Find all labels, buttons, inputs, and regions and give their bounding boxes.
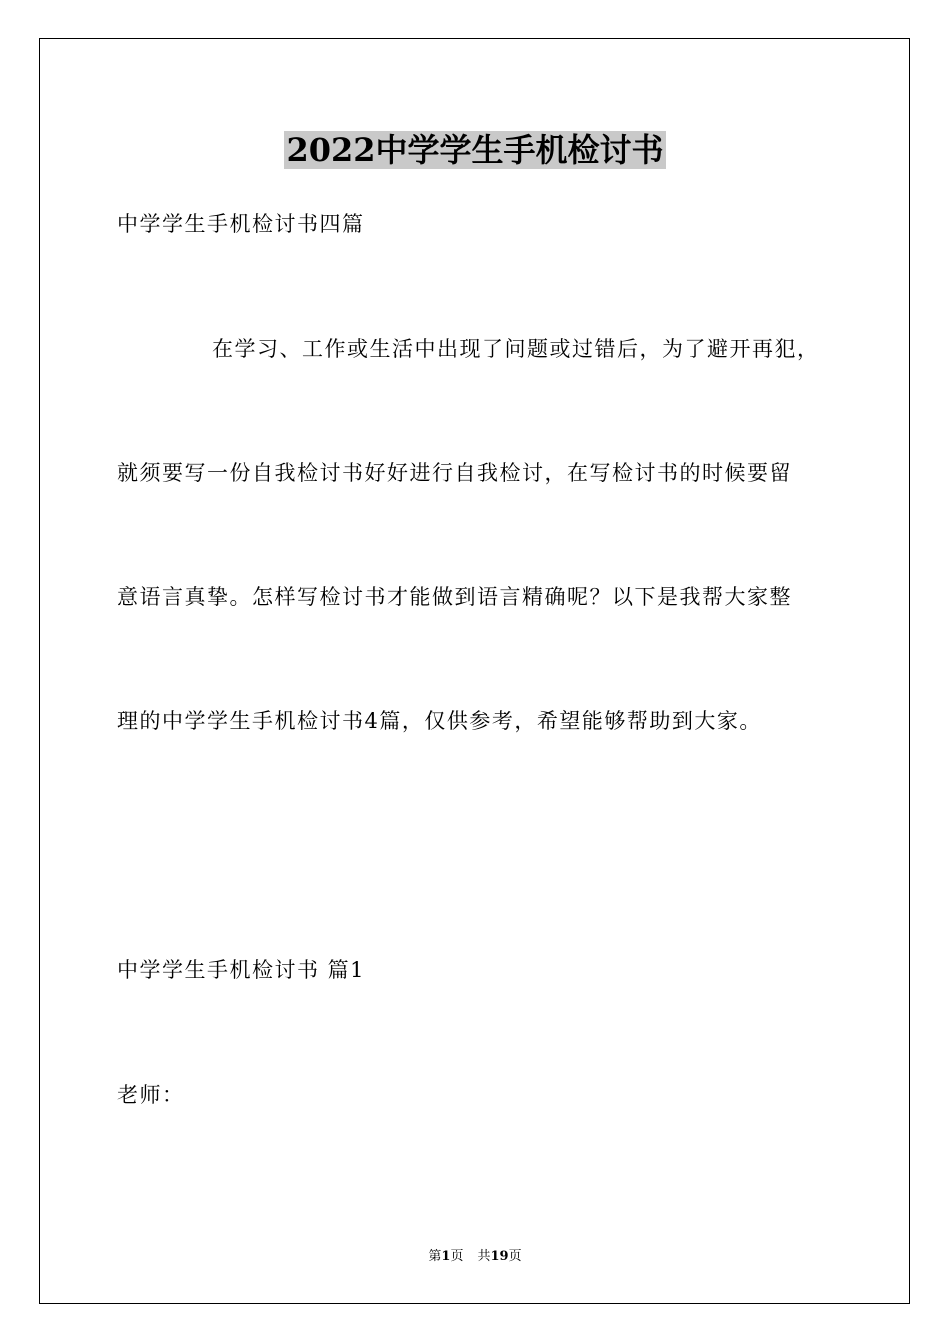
paragraph-line-3: 意语言真挚。怎样写检讨书才能做到语言精确呢？以下是我帮大家整 [117, 585, 792, 609]
paragraph-line-4: 理的中学学生手机检讨书4篇，仅供参考，希望能够帮助到大家。 [117, 709, 762, 733]
salutation: 老师： [117, 1083, 185, 1107]
document-title-text: 2022中学学生手机检讨书 [286, 131, 664, 169]
footer-total-prefix: 共 [477, 1249, 491, 1264]
footer-total-suffix: 页 [508, 1249, 522, 1264]
footer-page-prefix: 第 [428, 1249, 442, 1264]
page-footer [0, 1247, 950, 1267]
footer-page-number: 1 [441, 1249, 451, 1264]
section-heading: 中学学生手机检讨书 篇1 [117, 958, 366, 982]
document-subtitle: 中学学生手机检讨书四篇 [117, 212, 365, 236]
footer-page-suffix: 页 [450, 1249, 464, 1264]
paragraph-line-1: 在学习、工作或生活中出现了问题或过错后，为了避开再犯， [212, 337, 820, 361]
footer-total-pages: 19 [490, 1249, 509, 1264]
paragraph-line-2: 就须要写一份自我检讨书好好进行自我检讨，在写检讨书的时候要留 [117, 461, 792, 485]
document-title [0, 128, 950, 172]
